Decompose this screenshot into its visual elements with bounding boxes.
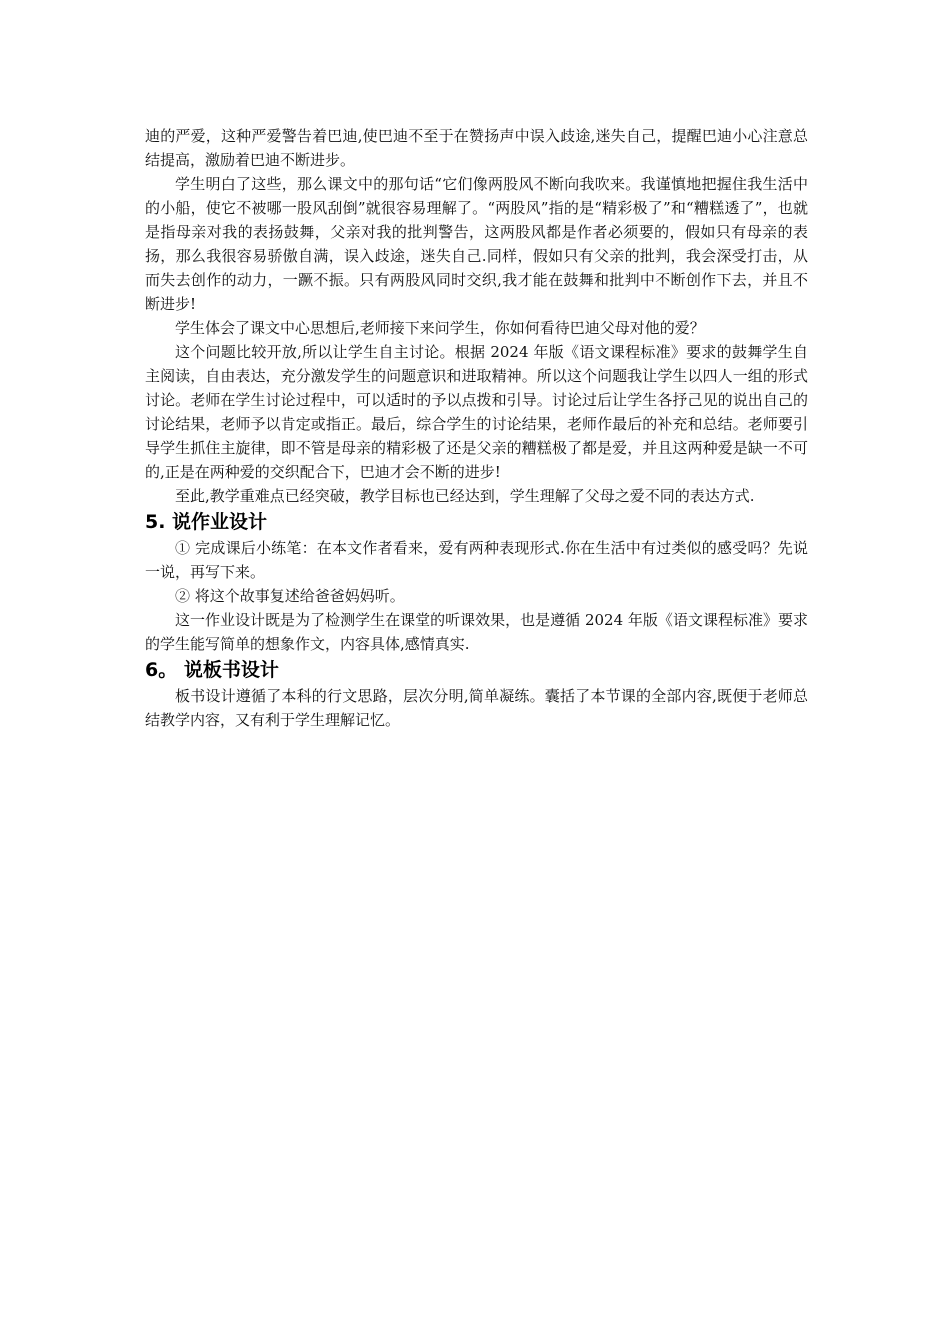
paragraph-two-winds: 学生明白了这些，那么课文中的那句话“它们像两股风不断向我吹来。我谨慎地把握住我生活中的小船，使它不被哪一股风刮倒”就很容易理解了。“两股风”指的是“精彩极了”和“糟糕透了”，也就是指母亲对我的表扬鼓舞，父亲对我的批判警告，这两股风都是作者必须要的，假如只有母亲的表扬，那么我很容易骄傲自满，误入歧途，迷失自己.同样，假如只有父亲的批判，我会深受打击，从而失去创作的动力，一蹶不振。只有两股风同时交织,我才能在鼓舞和批判中不断创作下去，并且不断进步!	[145, 175, 808, 313]
paragraph-continuation: 迪的严爱，这种严爱警告着巴迪,使巴迪不至于在赞扬声中误入歧途,迷失自己，提醒巴迪小心注意总结提高，激励着巴迪不断进步。	[145, 127, 808, 169]
paragraph-board-design: 板书设计遵循了本科的行文思路，层次分明,简单凝练。囊括了本节课的全部内容,既便于老师总结教学内容，又有利于学生理解记忆。	[145, 687, 808, 729]
document-body	[145, 124, 808, 732]
homework-item-1: ① 完成课后小练笔：在本文作者看来，爱有两种表现形式.你在生活中有过类似的感受吗？先说一说，再写下来。	[145, 539, 808, 581]
paragraph-discussion: 这个问题比较开放,所以让学生自主讨论。根据 2024 年版《语文课程标准》要求的鼓舞学生自主阅读，自由表达，充分激发学生的问题意识和进取精神。所以这个问题我让学生以四人一组的形式讨论。老师在学生讨论过程中，可以适时的予以点拨和引导。讨论过后让学生各抒己见的说出自己的讨论结果，老师予以肯定或指正。最后，综合学生的讨论结果，老师作最后的补充和总结。老师要引导学生抓住主旋律，即不管是母亲的精彩极了还是父亲的糟糕极了都是爱，并且这两种爱是缺一不可的,正是在两种爱的交织配合下，巴迪才会不断的进步!	[145, 343, 808, 481]
paragraph-conclusion: 至此,教学重难点已经突破，教学目标也已经达到，学生理解了父母之爱不同的表达方式.	[175, 487, 755, 505]
homework-item-2: ② 将这个故事复述给爸爸妈妈听。	[175, 587, 405, 605]
heading-homework-design: 5. 说作业设计	[145, 511, 268, 533]
heading-board-design: 6。 说板书设计	[145, 659, 279, 681]
paragraph-homework-purpose: 这一作业设计既是为了检测学生在课堂的听课效果，也是遵循 2024 年版《语文课程标准》要求的学生能写简单的想象作文，内容具体,感情真实.	[145, 611, 808, 653]
paragraph-teacher-question: 学生体会了课文中心思想后,老师接下来问学生，你如何看待巴迪父母对他的爱？	[175, 319, 705, 337]
